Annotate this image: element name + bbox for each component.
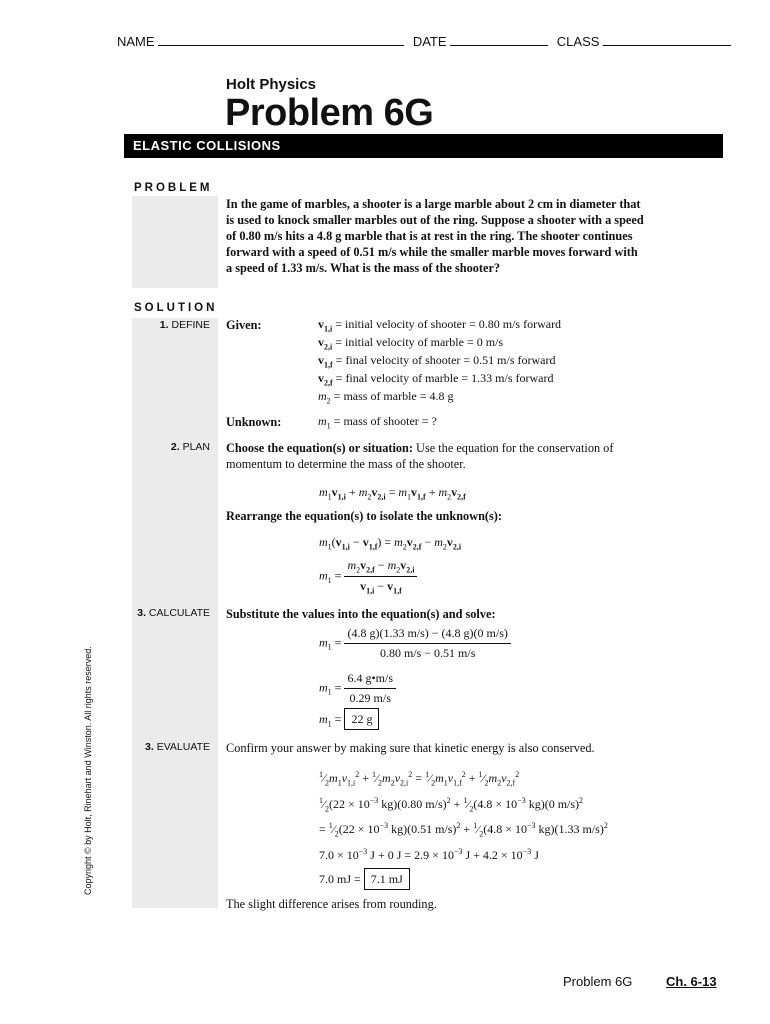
step-plan: 2. PLAN [170, 441, 210, 453]
class-line [603, 35, 731, 46]
unknown-label: Unknown: [226, 415, 282, 429]
class-label: CLASS [556, 34, 600, 49]
momentum-equation: $m_1v_{1,i} + m_2v_{2,i} = m_1v_{1,f} + m_2v_{2,f}$ [319, 485, 466, 502]
given-row-3: $v_{1,f}$ = final velocity of shooter = 0.51 m/s forward [318, 353, 556, 370]
given-row-2: $v_{2,i}$ = initial velocity of marble = 0 m/s [318, 335, 504, 352]
evaluate-instruction: Confirm your answer by making sure that kinetic energy is also conserved. [226, 741, 595, 755]
band-title: ELASTIC COLLISIONS [133, 138, 281, 153]
rearranged-equation: $m_1(v_{1,i} - v_{1,f}) = m_2v_{2,f} - m_2v_{2,i}$ [319, 535, 462, 552]
calculate-instruction: Substitute the values into the equation(s) and solve: [226, 607, 496, 621]
given-label: Given: [226, 318, 262, 332]
step-calculate: 3. CALCULATE [137, 607, 210, 619]
name-label: NAME [117, 34, 155, 49]
step-define: 1. DEFINE [159, 319, 210, 331]
given-row-5: $m_2$ = mass of marble = 4.8 g [318, 389, 454, 406]
copyright-notice: Copyright © by Holt, Rinehart and Winston. All rights reserved. [83, 646, 93, 895]
date-label: DATE [412, 34, 447, 49]
given-row-4: $v_{2,f}$ = final velocity of marble = 1.33 m/s forward [318, 371, 554, 388]
problem-text: In the game of marbles, a shooter is a large marble about 2 cm in diameter that is used to knock smaller marbles out of the ring. Suppose a shooter with a speed of 0.80 m/s hits a 4.8 g marble that is at rest in the ring. The shooter continues forward with a speed of 0.51 m/s while the smaller marble moves forward with a speed of 1.33 m/s. What is the mass of the shooter? [226, 197, 644, 275]
unknown-row: $m_1$ = mass of shooter = ? [318, 414, 437, 431]
solution-label: SOLUTION [134, 302, 218, 314]
header-fields [117, 34, 731, 49]
step-evaluate: 3. EVALUATE [145, 741, 210, 753]
rounding-note: The slight difference arises from rounding. [226, 897, 437, 911]
calc-result: $m_1 = 22$ g [319, 712, 379, 728]
ke-answer-box: 7.1 mJ [364, 868, 410, 890]
plan-choose: Choose the equation(s) or situation: Use the equation for the conservation of momentum to determine the mass of the shooter. [226, 441, 614, 471]
given-row-1: $v_{1,i}$ = initial velocity of shooter = 0.80 m/s forward [318, 317, 562, 334]
problem-side-panel [132, 196, 218, 288]
ke-result: 7.0 mJ = 7.1 mJ [319, 872, 410, 887]
calc-answer-box: 22 g [344, 708, 379, 730]
ke-left-values: $^1⁄_2(22 \times 10^{-3}$ kg)(0.80 $m/s)^2 + ^1⁄_2(4.8 \times 10^{-3}$ kg)(0 m/s)$^2$ [319, 796, 584, 814]
section-band [124, 134, 723, 158]
ke-right-values: = $^1⁄_2(22 \times 10^{-3}$ kg)(0.51 $m/s)^2 + ^1⁄_2(4.8 \times 10^{-3}$ kg)(1.33 m/s)$^2$ [319, 821, 608, 839]
ke-equation: $^1⁄_2m_1v_{1,i}^2$ + $^1⁄_2m_2v_{2,i}^2$ = $^1⁄_2m_1v_{1,f}^2$ + $^1⁄_2m_2v_{2,f}^2$ [319, 770, 520, 788]
footer-label: Problem 6G [563, 974, 633, 989]
rearrange-text: Rearrange the equation(s) to isolate the unknown(s): [226, 509, 502, 523]
problem-title: Problem 6G [225, 92, 434, 134]
problem-label: PROBLEM [134, 182, 213, 194]
date-line [450, 35, 548, 46]
name-line [158, 35, 404, 46]
book-title: Holt Physics [226, 76, 317, 93]
calc-step-1: $m_1$ = $\frac{(4.8 g)(1.33 m/s) - (4.8 g)(0 m/s)}{0.80 m/s - 0.51 m/s}$ [319, 626, 511, 661]
solved-equation: $m_1$ = $\frac{m_2v_{2,f} - m_2v_{2,i}}{v_{1,i} - v_{1,f}}$ [319, 558, 417, 596]
calc-step-2: $m_1$ = $\frac{6.4 g•m/s}{0.29 m/s}$ [319, 671, 396, 706]
ke-joules: $7.0 \times 10^{-3}$ J + 0 $J = 2.9 \times 10^{-3}$ $J + 4.2 \times 10^{-3}$ J [319, 847, 539, 862]
page-number: Ch. 6-13 [666, 974, 717, 989]
